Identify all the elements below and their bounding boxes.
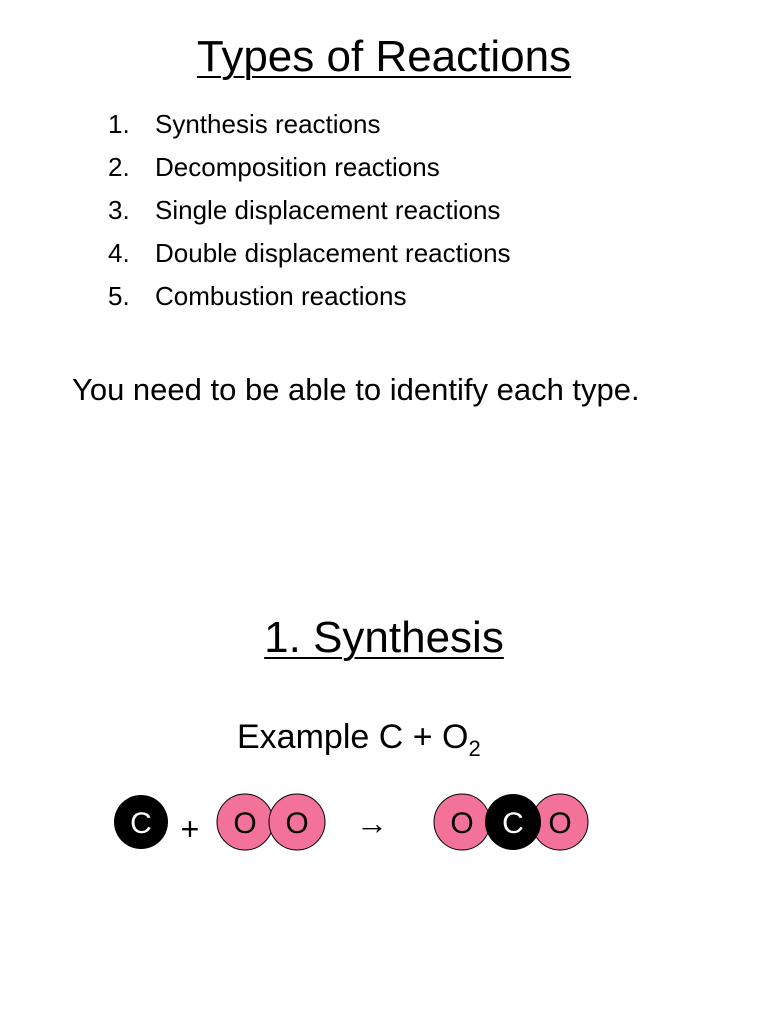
list-number: 5. — [108, 281, 130, 311]
list-text: Synthesis reactions — [155, 109, 381, 139]
list-text: Combustion reactions — [155, 281, 407, 311]
oxygen-label: O — [233, 807, 257, 840]
oxygen-label: O — [285, 807, 309, 840]
list-text: Decomposition reactions — [155, 152, 440, 182]
list-number: 3. — [108, 195, 130, 225]
list-number: 4. — [108, 238, 130, 268]
oxygen-molecule — [217, 794, 325, 850]
list-item — [108, 279, 511, 322]
list-item — [108, 150, 511, 193]
example-equation — [237, 718, 481, 762]
reaction-types-list — [108, 107, 511, 322]
page-title: Types of Reactions — [196, 32, 572, 81]
carbon-dioxide-molecule — [434, 794, 588, 850]
list-number: 1. — [108, 109, 130, 139]
synthesis-diagram — [0, 780, 768, 880]
example-subscript: 2 — [468, 736, 481, 761]
list-text: Double displacement reactions — [155, 238, 511, 268]
reaction-arrow: → — [356, 805, 388, 841]
carbon-label: C — [502, 807, 524, 840]
section-title: 1. Synthesis — [264, 613, 504, 662]
instruction-note: You need to be able to identify each type. — [72, 372, 640, 407]
carbon-atom — [114, 795, 168, 849]
list-text: Single displacement reactions — [155, 195, 501, 225]
list-item — [108, 236, 511, 279]
list-item — [108, 107, 511, 150]
plus-sign: + — [180, 811, 200, 847]
example-text: Example C + O — [237, 718, 469, 756]
list-item — [108, 193, 511, 236]
oxygen-label: O — [450, 807, 474, 840]
oxygen-label: O — [548, 807, 572, 840]
list-number: 2. — [108, 152, 130, 182]
carbon-label: C — [130, 807, 152, 840]
